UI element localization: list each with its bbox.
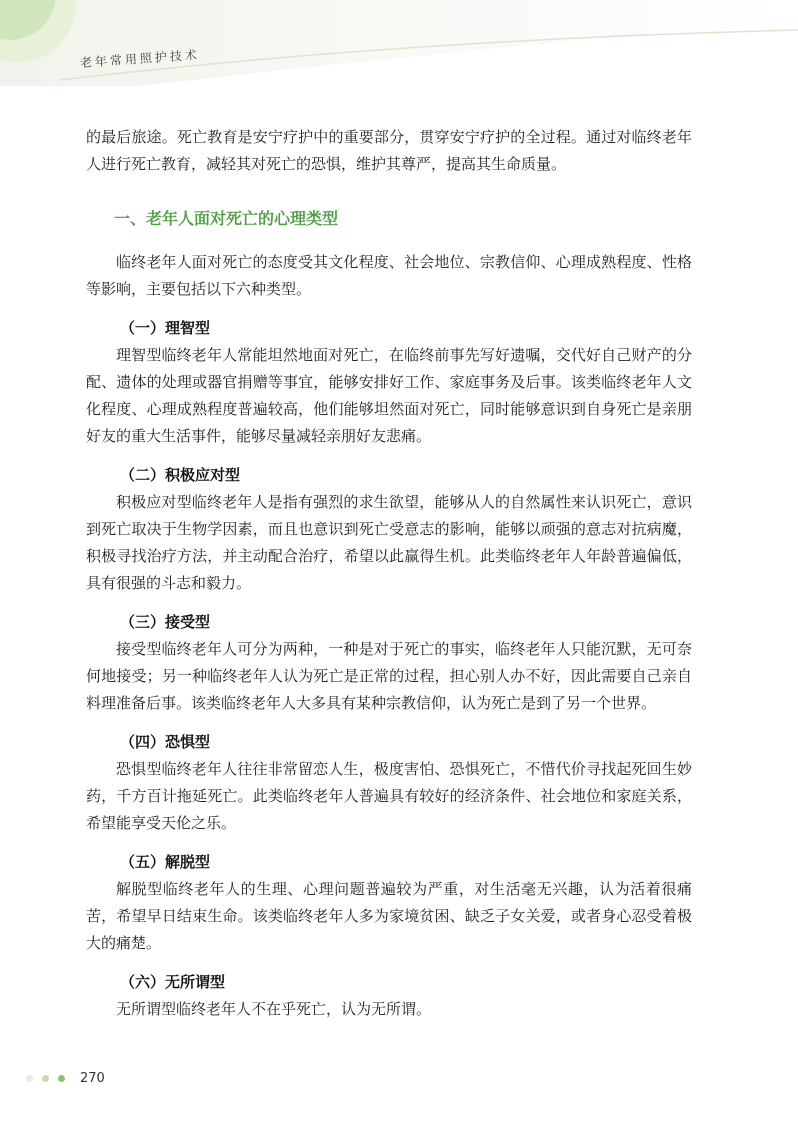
- section-intro-paragraph: 临终老年人面对死亡的态度受其文化程度、社会地位、宗教信仰、心理成熟程度、性格等影响，主要包括以下六种类型。: [86, 253, 692, 298]
- footer-dot-2: [42, 1075, 49, 1082]
- paragraph-acceptance-type: 接受型临终老年人可分为两种，一种是对于死亡的事实，临终老年人只能沉默，无可奈何地接受；另一种临终老年人认为死亡是正常的过程，担心别人办不好，因此需要自己亲自料理准备后事。该类临终老年人大多具有某种宗教信仰，认为死亡是到了另一个世界。: [86, 640, 692, 712]
- footer-dot-3: [58, 1075, 65, 1082]
- subheading-relief-type: （五）解脱型: [120, 853, 211, 871]
- subheading-rational-type: （一）理智型: [120, 319, 211, 337]
- running-header-title: 老年常用照护技术: [79, 47, 201, 70]
- page-footer: [26, 1068, 105, 1088]
- page-number: 270: [80, 1070, 105, 1086]
- paragraph-active-coping-type: 积极应对型临终老年人是指有强烈的求生欲望，能够从人的自然属性来认识死亡，意识到死亡取决于生物学因素，而且也意识到死亡受意志的影响，能够以顽强的意志对抗病魔，积极寻找治疗方法，并主动配合治疗，希望以此赢得生机。此类临终老年人年龄普遍偏低，具有很强的斗志和毅力。: [86, 493, 692, 592]
- subheading-indifferent-type: （六）无所谓型: [120, 973, 226, 991]
- paragraph-indifferent-type: 无所谓型临终老年人不在乎死亡，认为无所谓。: [116, 1000, 432, 1018]
- subheading-fear-type: （四）恐惧型: [120, 733, 211, 751]
- intro-paragraph: 的最后旅途。死亡教育是安宁疗护中的重要部分，贯穿安宁疗护的全过程。通过对临终老年人进行死亡教育，减轻其对死亡的恐惧，维护其尊严，提高其生命质量。: [86, 128, 692, 173]
- page-content: [86, 124, 692, 1023]
- subheading-acceptance-type: （三）接受型: [120, 613, 211, 631]
- section-heading: 一、老年人面对死亡的心理类型: [114, 209, 339, 228]
- footer-dot-1: [26, 1075, 33, 1082]
- paragraph-rational-type: 理智型临终老年人常能坦然地面对死亡，在临终前事先写好遗嘱，交代好自己财产的分配、遗体的处理或器官捐赠等事宜，能够安排好工作、家庭事务及后事。该类临终老年人文化程度、心理成熟程度普遍较高，他们能够坦然面对死亡，同时能够意识到自身死亡是亲朋好友的重大生活事件，能够尽量减轻亲朋好友悲痛。: [86, 346, 692, 445]
- paragraph-fear-type: 恐惧型临终老年人往往非常留恋人生，极度害怕、恐惧死亡，不惜代价寻找起死回生妙药，千方百计拖延死亡。此类临终老年人普遍具有较好的经济条件、社会地位和家庭关系，希望能享受天伦之乐。: [86, 760, 692, 832]
- paragraph-relief-type: 解脱型临终老年人的生理、心理问题普遍较为严重，对生活毫无兴趣，认为活着很痛苦，希望早日结束生命。该类临终老年人多为家境贫困、缺乏子女关爱，或者身心忍受着极大的痛楚。: [86, 880, 692, 952]
- header-decoration: [0, 0, 798, 100]
- subheading-active-coping-type: （二）积极应对型: [120, 466, 241, 484]
